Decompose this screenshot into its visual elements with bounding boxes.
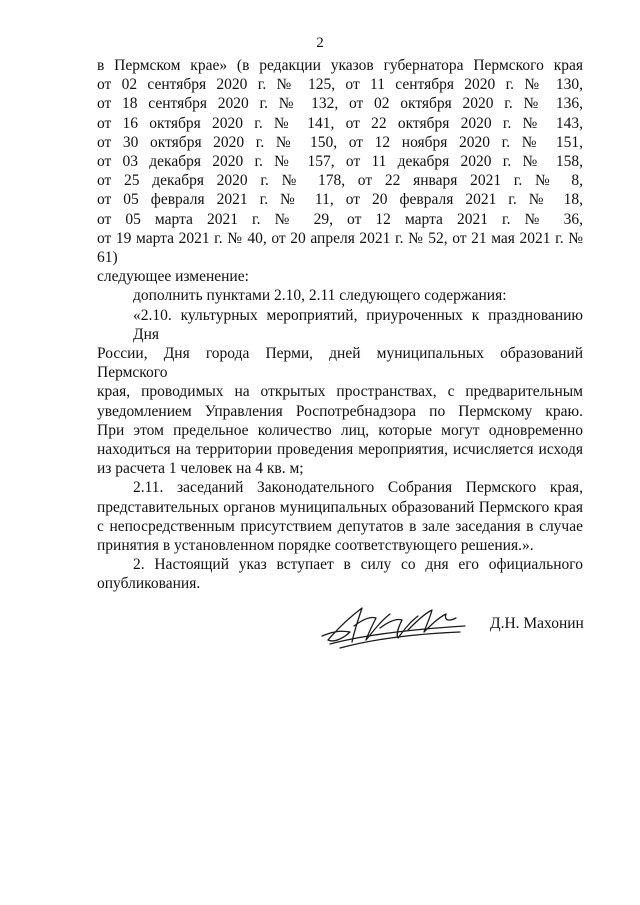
body-line: находиться на территории проведения мероприятия, исчисляется исходя <box>97 441 583 459</box>
body-line: от 16 октября 2020 г. № 141, от 22 октября 2020 г. № 143, <box>97 114 583 132</box>
body-line: края, проводимых на открытых пространствах, с предварительным <box>97 383 583 401</box>
body-line: от 19 марта 2021 г. № 40, от 20 апреля 2021 г. № 52, от 21 мая 2021 г. № 61) <box>97 229 583 267</box>
signatory-name: Д.Н. Махонин <box>490 615 584 632</box>
body-line: в Пермском крае» (в редакции указов губернатора Пермского края <box>97 57 583 74</box>
handwritten-signature-icon <box>310 596 470 656</box>
body-line: опубликования. <box>97 575 201 593</box>
body-line: следующее изменение: <box>97 268 249 286</box>
body-line: от 05 февраля 2021 г. № 11, от 20 февраля 2021 г. № 18, <box>97 191 583 209</box>
body-line: дополнить пунктами 2.10, 2.11 следующего содержания: <box>133 287 507 305</box>
body-line: с непосредственным присутствием депутатов в зале заседания в случае <box>97 517 583 535</box>
document-body <box>97 56 583 594</box>
body-line: от 02 сентября 2020 г. № 125, от 11 сентября 2020 г. № 130, <box>97 76 583 94</box>
body-line: «2.10. культурных мероприятий, приуроченных к празднованию Дня <box>133 306 583 343</box>
signature-block <box>310 596 590 656</box>
body-line: принятия в установленном порядке соответствующего решения.». <box>97 537 534 555</box>
body-line: из расчета 1 человек на 4 кв. м; <box>97 460 304 478</box>
body-line: от 30 октября 2020 г. № 150, от 12 ноября 2020 г. № 151, <box>97 133 583 151</box>
body-line: от 05 марта 2021 г. № 29, от 12 марта 2021 г. № 36, <box>97 210 583 228</box>
body-line: 2.11. заседаний Законодательного Собрания Пермского края, <box>133 479 583 497</box>
body-line: от 18 сентября 2020 г. № 132, от 02 октября 2020 г. № 136, <box>97 95 583 113</box>
body-line: России, Дня города Перми, дней муниципальных образований Пермского <box>97 345 583 382</box>
body-line: 2. Настоящий указ вступает в силу со дня его официального <box>133 556 583 574</box>
body-line: уведомлением Управления Роспотребнадзора по Пермскому краю. <box>97 402 583 420</box>
body-line: от 25 декабря 2020 г. № 178, от 22 января 2021 г. № 8, <box>97 172 583 190</box>
page-number: 2 <box>316 35 324 51</box>
body-line: представительных органов муниципальных образований Пермского края <box>97 498 583 516</box>
body-line: от 03 декабря 2020 г. № 157, от 11 декабря 2020 г. № 158, <box>97 153 583 171</box>
body-line: При этом предельное количество лиц, которые могут одновременно <box>97 421 583 439</box>
